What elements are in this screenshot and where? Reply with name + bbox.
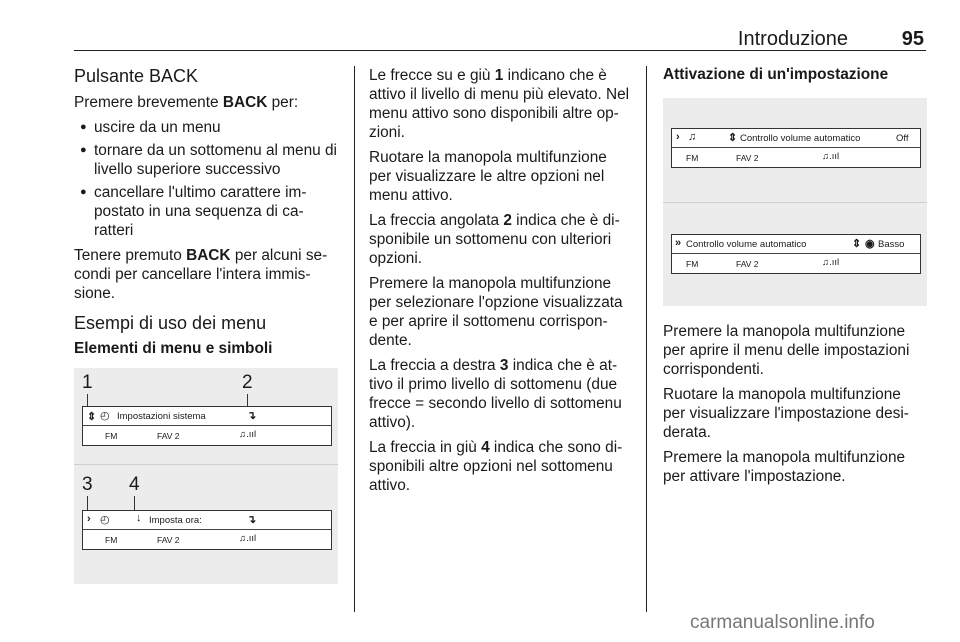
- paragraph: Ruotare la manopola multifunzione per visualizzare l'impostazione desi-derata.: [663, 386, 909, 441]
- display-screen-bottom: [671, 234, 921, 274]
- band-label: FM: [105, 431, 118, 441]
- column-divider: [646, 66, 647, 612]
- callout-4: 4: [129, 474, 140, 495]
- menu-label: Controllo volume automatico: [686, 239, 807, 250]
- callout-2: 2: [242, 372, 253, 393]
- paragraph: Le frecce su e giù 1 indicano che è attivo il livello di menu più elevato. Nel menu attivo sono disponibili altre op-zioni.: [369, 67, 630, 141]
- column-left: [74, 66, 342, 366]
- column-right-text: [663, 322, 927, 492]
- paragraph: La freccia angolata 2 indica che è di-sponibile un sottomenu con ulteriori opzioni.: [369, 212, 620, 267]
- music-signal-icon: ♫.ııl: [239, 429, 257, 440]
- up-down-arrows-icon: ⇕: [728, 132, 738, 144]
- music-signal-icon: ♫.ııl: [822, 257, 840, 268]
- up-down-arrows-icon: ⇕: [87, 411, 97, 423]
- music-signal-icon: ♫.ııl: [239, 533, 257, 544]
- angled-arrow-icon: ↴: [247, 410, 257, 422]
- favourites-label: FAV 2: [736, 259, 759, 269]
- callout-3: 3: [82, 474, 93, 495]
- clock-icon: ◴: [100, 410, 110, 422]
- music-signal-icon: ♫.ııl: [822, 151, 840, 162]
- back-bullet-list: [74, 118, 342, 240]
- menu-label: Imposta ora:: [149, 515, 202, 526]
- divider: [74, 464, 338, 465]
- paragraph: La freccia a destra 3 indica che è at-tivo il primo livello di sottomenu (due frecce = secondo livello di sottomenu attivo).: [369, 357, 622, 431]
- section-title: Introduzione: [737, 28, 848, 50]
- page-number: 95: [901, 28, 924, 50]
- list-item: ● uscire da un menu: [74, 118, 342, 137]
- divider: [672, 147, 920, 148]
- display-screen-top: [671, 128, 921, 168]
- band-label: FM: [686, 259, 699, 269]
- setting-value: Off: [896, 133, 909, 144]
- back-hold-text: Tenere premuto BACK per alcuni se-condi per cancellare l'intera immis-sione.: [74, 247, 328, 302]
- display-screen-top: [82, 406, 332, 446]
- heading-menu-elements: Elementi di menu e simboli: [74, 340, 273, 357]
- favourites-label: FAV 2: [736, 153, 759, 163]
- display-screen-bottom: [82, 510, 332, 550]
- up-down-arrows-icon: ⇕: [852, 238, 862, 250]
- column-right: [663, 66, 927, 92]
- paragraph: Ruotare la manopola multifunzione per visualizzare le altre opzioni nel menu attivo.: [369, 149, 607, 204]
- clock-icon: ◴: [100, 514, 110, 526]
- favourites-label: FAV 2: [157, 431, 180, 441]
- down-arrow-icon: ↓: [136, 512, 142, 524]
- back-intro: Premere brevemente BACK per:: [74, 94, 299, 111]
- band-label: FM: [105, 535, 118, 545]
- divider: [663, 202, 927, 203]
- list-item: ● tornare da un sottomenu al menu di livello superiore successivo: [74, 141, 342, 179]
- paragraph: La freccia in giù 4 indica che sono di-sponibili altre opzioni nel sottomenu attivo.: [369, 439, 623, 494]
- paragraph: Premere la manopola multifunzione per aprire il menu delle impostazioni corrispondenti.: [663, 323, 910, 378]
- right-arrow-icon: ›: [676, 131, 680, 143]
- radio-selected-icon: ◉: [865, 238, 875, 250]
- paragraph: Premere la manopola multifunzione per selezionare l'opzione visualizzata e per aprire il sottomenu corrispon-dente.: [369, 275, 623, 349]
- heading-back-button: Pulsante BACK: [74, 66, 199, 86]
- column-divider: [354, 66, 355, 612]
- music-note-icon: ♫: [688, 131, 697, 143]
- divider: [83, 425, 331, 426]
- callout-1: 1: [82, 372, 93, 393]
- band-label: FM: [686, 153, 699, 163]
- page-header: [74, 28, 926, 51]
- menu-symbols-figure: [74, 368, 338, 584]
- favourites-label: FAV 2: [157, 535, 180, 545]
- divider: [672, 253, 920, 254]
- setting-value: Basso: [878, 239, 905, 250]
- double-right-arrow-icon: »: [675, 237, 682, 249]
- right-arrow-icon: ›: [87, 513, 91, 525]
- watermark: carmanualsonline.info: [690, 612, 875, 633]
- heading-activation: Attivazione di un'impostazione: [663, 66, 889, 83]
- list-item: ● cancellare l'ultimo carattere im-postato in una sequenza di ca-ratteri: [74, 183, 342, 240]
- menu-label: Controllo volume automatico: [740, 133, 861, 144]
- menu-label: Impostazioni sistema: [117, 411, 206, 422]
- divider: [83, 529, 331, 530]
- setting-activation-figure: [663, 98, 927, 306]
- angled-arrow-icon: ↴: [247, 514, 257, 526]
- paragraph: Premere la manopola multifunzione per attivare l'impostazione.: [663, 449, 906, 485]
- column-middle: [369, 66, 633, 501]
- heading-menu-examples: Esempi di uso dei menu: [74, 313, 267, 333]
